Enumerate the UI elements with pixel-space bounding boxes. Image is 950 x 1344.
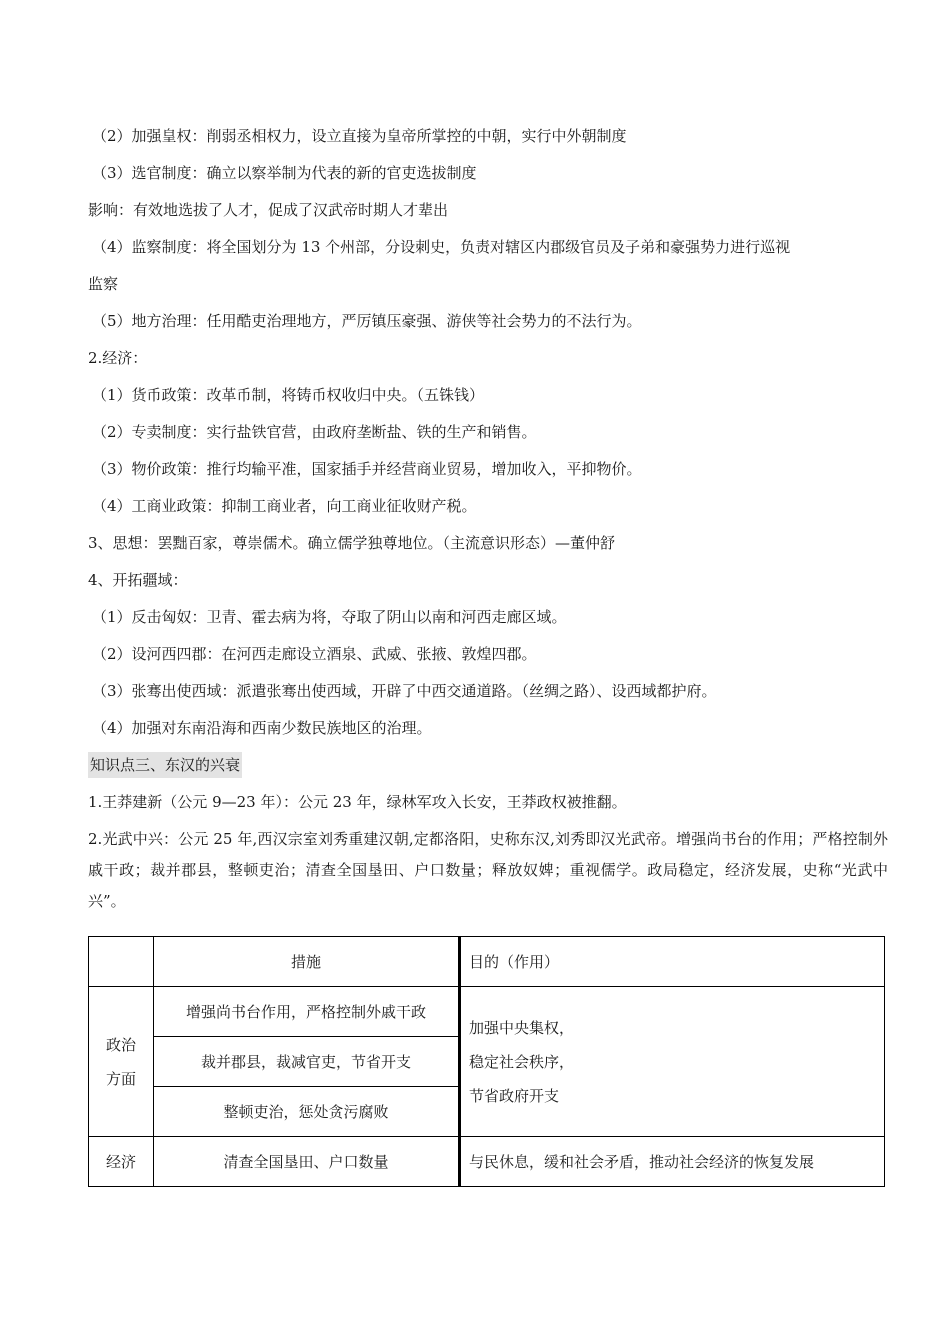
text-line: （4）加强对东南沿海和西南少数民族地区的治理。 xyxy=(92,719,432,737)
section-heading-row xyxy=(88,747,888,784)
political-purpose-cell xyxy=(460,987,885,1137)
purpose-line: 节省政府开支 xyxy=(469,1086,560,1105)
text-line: 2.经济： xyxy=(88,349,148,367)
header-measures: 措施 xyxy=(154,937,460,987)
political-label-cell xyxy=(89,987,154,1137)
text-line: （3）选官制度：确立以察举制为代表的新的官吏选拔制度 xyxy=(92,164,477,182)
economy-purpose-cell: 与民休息，缓和社会矛盾，推动社会经济的恢复发展 xyxy=(460,1137,885,1187)
document-body xyxy=(88,118,888,917)
table-corner-cell xyxy=(89,937,154,987)
table-row xyxy=(89,987,885,1037)
text-line: （3）物价政策：推行均输平准，国家插手并经营商业贸易，增加收入，平抑物价。 xyxy=(92,460,642,478)
text-line: （5）地方治理：任用酷吏治理地方，严厉镇压豪强、游侠等社会势力的不法行为。 xyxy=(92,312,642,330)
economy-measure-cell: 清查全国垦田、户口数量 xyxy=(154,1137,460,1187)
political-measure-cell: 整顿吏治，惩处贪污腐败 xyxy=(154,1087,460,1137)
purpose-line: 稳定社会秩序， xyxy=(469,1052,575,1071)
text-line: （3）张骞出使西域：派遣张骞出使西域，开辟了中西交通道路。（丝绸之路）、设西域都护府。 xyxy=(92,682,717,700)
economy-label-cell: 经济 xyxy=(89,1137,154,1187)
political-label-line: 政治 xyxy=(105,1035,136,1054)
text-line: （4）工商业政策：抑制工商业者，向工商业征收财产税。 xyxy=(92,497,477,515)
political-label-line: 方面 xyxy=(105,1069,136,1088)
header-purpose: 目的（作用） xyxy=(460,937,885,987)
table-header-row xyxy=(89,937,885,987)
text-line: 3、思想：罢黜百家，尊崇儒术。确立儒学独尊地位。（主流意识形态）—董仲舒 xyxy=(88,534,616,552)
text-line: （2）加强皇权：削弱丞相权力，设立直接为皇帝所掌控的中朝，实行中外朝制度 xyxy=(92,127,627,145)
wangmang-line: 1.王莽建新（公元 9—23 年）：公元 23 年，绿林军攻入长安，王莽政权被推翻。 xyxy=(88,793,627,811)
text-line: （2）专卖制度：实行盐铁官营，由政府垄断盐、铁的生产和销售。 xyxy=(92,423,537,441)
text-line: （1）货币政策：改革币制，将铸币权收归中央。（五铢钱） xyxy=(92,386,485,404)
text-line: 监察 xyxy=(88,275,119,293)
text-line: （1）反击匈奴：卫青、霍去病为将，夺取了阴山以南和河西走廊区域。 xyxy=(92,608,567,626)
text-line: 影响：有效地选拔了人才，促成了汉武帝时期人才辈出 xyxy=(88,201,449,219)
political-measure-cell: 增强尚书台作用，严格控制外戚干政 xyxy=(154,987,460,1037)
section-heading: 知识点三、东汉的兴衰 xyxy=(88,752,242,778)
political-measure-cell: 裁并郡县，裁减官吏，节省开支 xyxy=(154,1037,460,1087)
purpose-line: 加强中央集权， xyxy=(469,1018,575,1037)
measures-table xyxy=(88,936,885,1187)
text-line: 4、开拓疆域： xyxy=(88,571,188,589)
text-line: （4）监察制度：将全国划分为 13 个州部，分设刺史，负责对辖区内郡级官员及子弟和豪强势力进行巡视 xyxy=(92,238,791,256)
text-line: （2）设河西四郡：在河西走廊设立酒泉、武威、张掖、敦煌四郡。 xyxy=(92,645,537,663)
guangwu-paragraph: 2.光武中兴：公元 25 年,西汉宗室刘秀重建汉朝,定都洛阳，史称东汉,刘秀即汉光武帝。增强尚书台的作用；严格控制外戚干政；裁并郡县，整顿吏治；清查全国垦田、户口数量；释放奴婢；重视儒学。政局稳定，经济发展，史称“光武中兴”。 xyxy=(88,830,888,910)
table-row xyxy=(89,1137,885,1187)
